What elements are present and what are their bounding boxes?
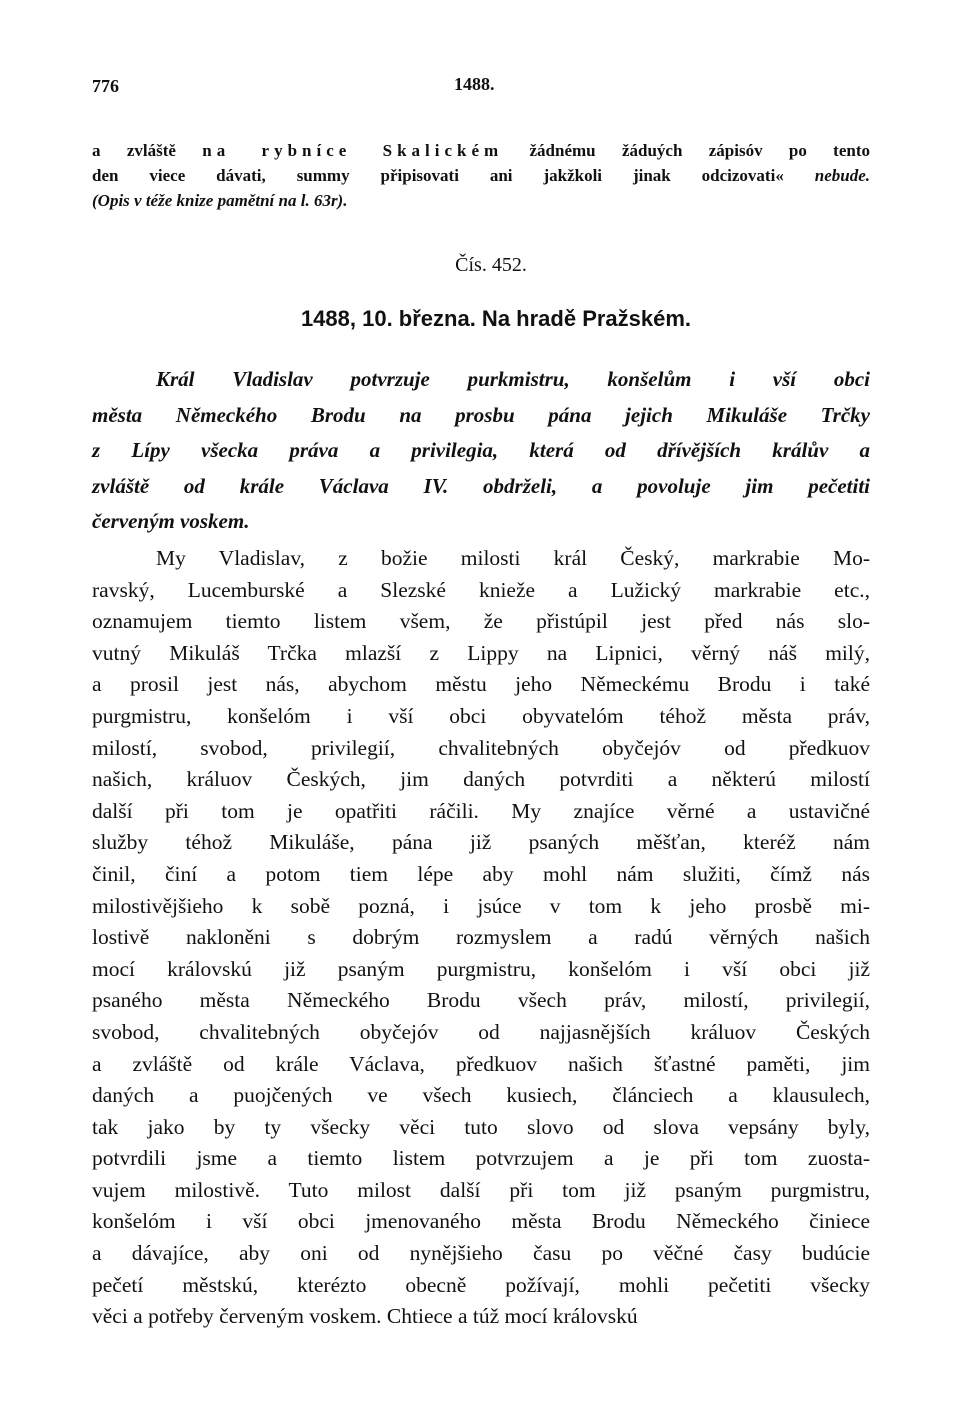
running-header bbox=[92, 76, 870, 100]
running-head-year: 1488. bbox=[454, 74, 495, 94]
document-text bbox=[92, 543, 870, 1333]
text-line: a zvláště od krále Václava, předkuov našich šťastné paměti, jim bbox=[92, 1051, 870, 1076]
text-line: konšelóm i vší obci jmenovaného města Brodu Německého činiece bbox=[92, 1209, 870, 1234]
text-line: a dávajíce, aby oni od nynějšieho času po věčné časy budúcie bbox=[92, 1241, 870, 1266]
text-line: tak jako by ty všecky věci tuto slovo od slova vepsány byly, bbox=[92, 1114, 870, 1139]
document-summary bbox=[92, 362, 870, 540]
text-line: svobod, chvalitebných obyčejóv od najjasnějších králuov Českých bbox=[92, 1019, 870, 1044]
document-number: Čís. 452. bbox=[455, 254, 527, 276]
text-line: My Vladislav, z božie milosti král Český, markrabie Mo- bbox=[156, 546, 870, 570]
text-line: další při tom je opatřiti ráčili. My znajíce věrné a ustavičné bbox=[92, 798, 870, 823]
text-line: daných a puojčených ve všech kusiech, článciech a klausulech, bbox=[92, 1083, 870, 1108]
document-dateline: 1488, 10. března. Na hradě Pražském. bbox=[300, 306, 692, 331]
text-line: ravský, Lucemburské a Slezské knieže a Lužický markrabie etc., bbox=[92, 577, 870, 602]
text-line: činil, činí a potom tiem lépe aby mohl nám služiti, čímž nás bbox=[92, 861, 870, 886]
previous-document-ending bbox=[92, 138, 870, 213]
text-line: psaného města Německého Brodu všech práv, milostí, privilegií, bbox=[92, 988, 870, 1013]
source-note: (Opis v téže knize pamětní na l. 63r). bbox=[92, 191, 348, 210]
summary-line: města Německého Brodu na prosbu pána jejich Mikuláše Trčky bbox=[92, 402, 870, 427]
text-line: a prosil jest nás, abychom městu jeho Německému Brodu i také bbox=[92, 672, 870, 697]
text-line: potvrdili jsme a tiemto listem potvrzujem a je při tom zuosta- bbox=[92, 1146, 870, 1171]
text-line: našich, králuov Českých, jim daných potvrditi a některú milostí bbox=[92, 767, 870, 792]
page-number: 776 bbox=[92, 76, 119, 96]
text-line: mocí královskú již psaným purgmistru, konšelóm i vší obci již bbox=[92, 956, 870, 981]
text-line: věci a potřeby červeným voskem. Chtiece a túž mocí královskú bbox=[92, 1304, 638, 1329]
text-line: milostivějšieho k sobě pozná, i jsúce v tom k jeho prosbě mi- bbox=[92, 893, 870, 918]
italic-note: nebude. bbox=[814, 166, 870, 185]
summary-line: z Lípy všecka práva a privilegia, která od dřívějších králův a bbox=[92, 438, 870, 462]
text-line: purgmistru, konšelóm i vší obci obyvatelóm téhož města práv, bbox=[92, 703, 870, 728]
summary-line: červeným voskem. bbox=[92, 509, 250, 533]
continuation-line-2: den viece dávati, summy připisovati ani jakžkoli jinak odcizovati« nebude. bbox=[92, 166, 870, 185]
summary-line: Král Vladislav potvrzuje purkmistru, konšelům i vší obci bbox=[156, 367, 870, 391]
summary-line: zvláště od krále Václava IV. obdrželi, a povoluje jim pečetiti bbox=[92, 473, 870, 498]
spaced-emphasis: na rybníce Skalickém bbox=[202, 141, 504, 160]
text-line: služby téhož Mikuláše, pána již psaných měšťan, kteréž nám bbox=[92, 830, 870, 855]
text-line: pečetí městskú, kterézto obecně požívají, mohli pečetiti všecky bbox=[92, 1272, 870, 1297]
book-page bbox=[92, 0, 870, 1405]
continuation-line-1: a zvláště na rybníce Skalickém žádnému žáduých zápisóv po tento bbox=[92, 141, 870, 160]
text-line: oznamujem tiemto listem všem, že přistúpil jest před nás slo- bbox=[92, 609, 870, 634]
text-line: lostivě nakloněni s dobrým rozmyslem a radú věrných našich bbox=[92, 925, 870, 950]
text-line: vujem milostivě. Tuto milost další při tom již psaným purgmistru, bbox=[92, 1177, 870, 1202]
text-line: vutný Mikuláš Trčka mlazší z Lippy na Lipnici, věrný náš milý, bbox=[92, 640, 870, 665]
text-line: milostí, svobod, privilegií, chvalitebných obyčejóv od předkuov bbox=[92, 735, 870, 760]
